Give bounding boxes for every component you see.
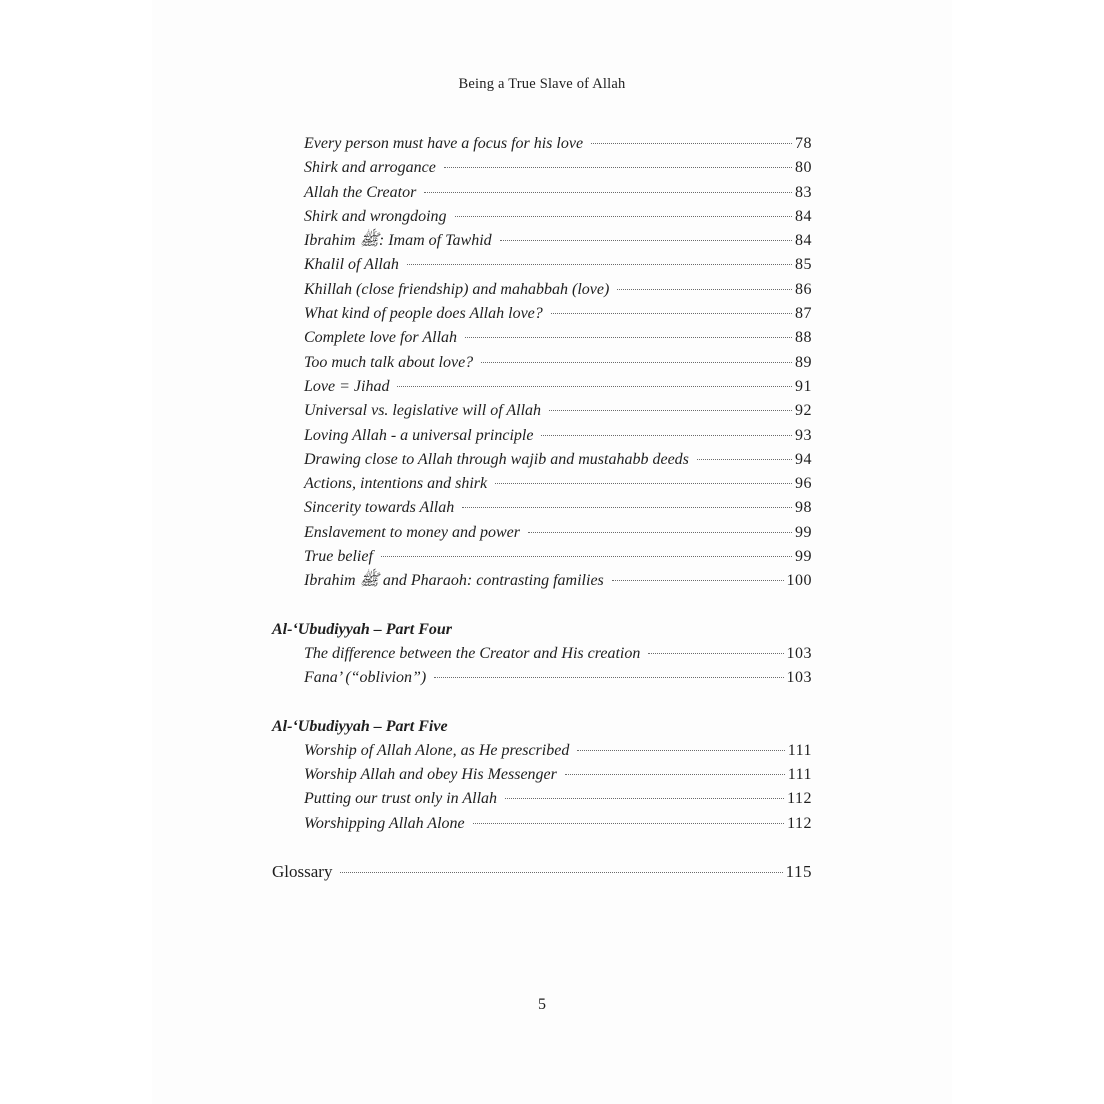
toc-entry-title: Too much talk about love? (304, 353, 474, 371)
toc-entry-title: Complete love for Allah (304, 329, 458, 347)
dot-leader (465, 337, 792, 338)
toc-entry-page: 86 (795, 280, 812, 298)
toc-entry (272, 472, 812, 496)
toc-entry-title: True belief (304, 548, 373, 566)
dot-leader (340, 872, 782, 873)
part5-section (272, 715, 812, 836)
toc-entry-page: 96 (795, 475, 812, 493)
toc-entry (272, 545, 812, 569)
dot-leader (481, 362, 792, 363)
toc-entry-page: 93 (795, 426, 812, 444)
toc-entry-title: Enslavement to money and power (304, 523, 520, 541)
part3-entries (272, 132, 812, 594)
toc-entry-page: 80 (795, 159, 812, 177)
toc-glossary (272, 860, 812, 884)
toc-entry-title: Worshipping Allah Alone (304, 814, 465, 832)
glossary-title: Glossary (272, 862, 333, 882)
toc-entry (272, 496, 812, 520)
book-page (152, 0, 952, 1104)
section-heading: Al-‘Ubudiyyah – Part Four (272, 620, 453, 638)
toc-entry (272, 375, 812, 399)
toc-entry-title: Loving Allah - a universal principle (304, 426, 534, 444)
dot-leader (397, 386, 792, 387)
dot-leader (424, 192, 792, 193)
dot-leader (455, 216, 792, 217)
toc-entry (272, 351, 812, 375)
toc-entry-title: Worship Allah and obey His Messenger (304, 766, 557, 784)
toc-entry (272, 181, 812, 205)
dot-leader (528, 532, 792, 533)
toc-entry-page: 99 (795, 523, 812, 541)
dot-leader (407, 264, 792, 265)
dot-leader (577, 750, 784, 751)
toc-entry (272, 448, 812, 472)
toc-entry-title: Putting our trust only in Allah (304, 790, 498, 808)
toc-entry-page: 112 (787, 790, 812, 808)
toc-entry-page: 100 (786, 572, 812, 590)
toc-entry-page: 88 (795, 329, 812, 347)
toc-entry-title: Khalil of Allah (304, 256, 399, 274)
dot-leader (591, 143, 792, 144)
dot-leader (612, 580, 784, 581)
toc-entry-title: Ibrahim ﷺ: Imam of Tawhid (304, 232, 492, 250)
toc-entry-page: 111 (787, 766, 812, 784)
toc-entry (272, 763, 812, 787)
toc-entry (272, 326, 812, 350)
toc-entry (272, 812, 812, 836)
toc-entry (272, 739, 812, 763)
toc-entry (272, 787, 812, 811)
toc-entry-title: Fana’ (“oblivion”) (304, 669, 427, 687)
dot-leader (551, 313, 792, 314)
toc-entry-page: 103 (786, 669, 812, 687)
toc-entry-page: 112 (787, 814, 812, 832)
toc-entry-page: 91 (795, 377, 812, 395)
toc-entry-title: Shirk and wrongdoing (304, 207, 447, 225)
toc-entry-page: 111 (787, 741, 812, 759)
toc-entry-title: The difference between the Creator and His creation (304, 644, 641, 662)
toc-entry (272, 424, 812, 448)
dot-leader (434, 677, 783, 678)
toc-entry-title: Love = Jihad (304, 377, 390, 395)
toc-entry-page: 84 (795, 207, 812, 225)
toc-entry (272, 302, 812, 326)
page-number: 5 (538, 996, 546, 1013)
dot-leader (617, 289, 792, 290)
toc-entry-page: 78 (795, 135, 812, 152)
dot-leader (495, 483, 792, 484)
toc-entry (272, 253, 812, 277)
toc-entry-title: Worship of Allah Alone, as He prescribed (304, 741, 570, 759)
toc-entry (272, 229, 812, 253)
dot-leader (697, 459, 792, 460)
toc-entry (272, 521, 812, 545)
toc-entry (272, 399, 812, 423)
toc-entry-title: Actions, intentions and shirk (304, 475, 488, 493)
toc-entry (272, 569, 812, 593)
dot-leader (648, 653, 783, 654)
toc-entry-page: 85 (795, 256, 812, 274)
dot-leader (505, 798, 784, 799)
toc-entry-page: 87 (795, 305, 812, 323)
table-of-contents (272, 132, 812, 884)
dot-leader (473, 823, 784, 824)
toc-entry-page: 99 (795, 548, 812, 566)
toc-entry (272, 156, 812, 180)
toc-entry-page: 89 (795, 353, 812, 371)
toc-entry-title: Every person must have a focus for his love (304, 135, 584, 152)
toc-entry (272, 205, 812, 229)
toc-entry (272, 666, 812, 690)
dot-leader (462, 507, 792, 508)
toc-entry-title: Drawing close to Allah through wajib and mustahabb deeds (304, 450, 689, 468)
dot-leader (500, 240, 792, 241)
toc-entry-page: 98 (795, 499, 812, 517)
toc-entry-title: Ibrahim ﷺ and Pharaoh: contrasting families (304, 572, 604, 590)
running-title: Being a True Slave of Allah (458, 76, 626, 92)
toc-entry-page: 103 (786, 644, 812, 662)
glossary-page: 115 (785, 862, 812, 882)
toc-entry-page: 83 (795, 183, 812, 201)
toc-entry (272, 278, 812, 302)
dot-leader (549, 410, 792, 411)
toc-entry (272, 132, 812, 156)
toc-entry-page: 84 (795, 232, 812, 250)
dot-leader (381, 556, 792, 557)
toc-entry-title: Universal vs. legislative will of Allah (304, 402, 542, 420)
section-heading: Al-‘Ubudiyyah – Part Five (272, 717, 448, 735)
toc-entry (272, 642, 812, 666)
part4-section (272, 618, 812, 691)
spacer (272, 836, 812, 860)
toc-entry-title: What kind of people does Allah love? (304, 305, 543, 323)
toc-entry-title: Allah the Creator (304, 183, 417, 201)
dot-leader (444, 167, 792, 168)
dot-leader (541, 435, 792, 436)
toc-entry-title: Khillah (close friendship) and mahabbah (love) (304, 280, 610, 298)
toc-entry-title: Sincerity towards Allah (304, 499, 455, 517)
toc-entry-title: Shirk and arrogance (304, 159, 436, 177)
toc-entry-page: 94 (795, 450, 812, 468)
dot-leader (565, 774, 785, 775)
toc-entry-page: 92 (795, 402, 812, 420)
